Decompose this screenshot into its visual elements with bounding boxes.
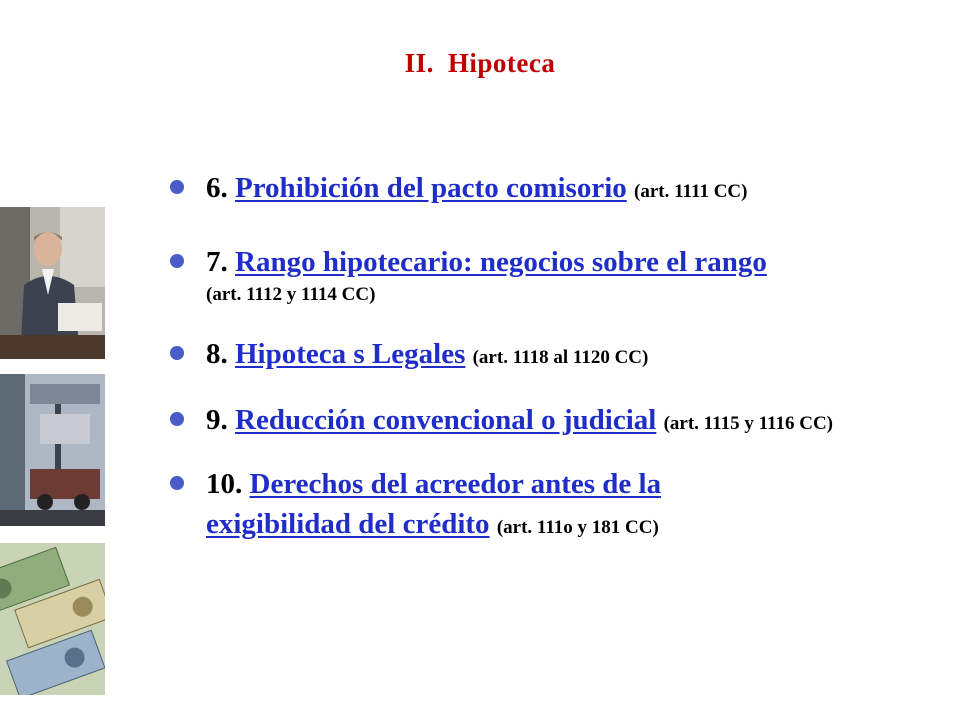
list-item — [170, 334, 940, 378]
bullet-icon — [170, 476, 184, 490]
item-number: 7. — [206, 246, 228, 278]
item-reference: (art. 1118 al 1120 CC) — [472, 347, 649, 368]
businessman-photo — [0, 207, 105, 359]
list-item — [170, 464, 940, 548]
item-number: 10. — [206, 468, 243, 500]
bullet-icon — [170, 346, 184, 360]
banknotes-photo — [0, 543, 105, 695]
link-prohibicion-pacto-comisorio[interactable]: Prohibición del pacto comisorio — [235, 172, 627, 204]
bullet-icon — [170, 180, 184, 194]
list-item — [170, 168, 940, 212]
title-text: Hipoteca — [447, 48, 556, 78]
bullet-icon — [170, 412, 184, 426]
content-bullet-list — [170, 168, 940, 548]
link-derechos-acreedor-line1[interactable]: Derechos del acreedor antes de la — [249, 468, 662, 500]
item-number: 9. — [206, 404, 228, 436]
link-hipotecas-legales[interactable]: Hipoteca s Legales — [235, 338, 466, 370]
list-item — [170, 400, 940, 440]
slide-title — [0, 48, 960, 79]
list-item — [170, 242, 940, 308]
link-reduccion-convencional-judicial[interactable]: Reducción convencional o judicial — [235, 404, 657, 436]
item-reference: (art. 1111 CC) — [634, 181, 748, 202]
item-number: 8. — [206, 338, 228, 370]
link-rango-hipotecario[interactable]: Rango hipotecario: negocios sobre el rango — [235, 246, 767, 278]
link-derechos-acreedor-line2[interactable]: exigibilidad del crédito — [206, 508, 490, 540]
title-number: II. — [404, 48, 434, 78]
item-reference: (art. 1115 y 1116 CC) — [663, 413, 833, 434]
item-reference: (art. 111o y 181 CC) — [496, 517, 659, 538]
bullet-icon — [170, 254, 184, 268]
item-reference: (art. 1112 y 1114 CC) — [206, 284, 376, 305]
item-number: 6. — [206, 172, 228, 204]
cargo-port-photo — [0, 374, 105, 526]
